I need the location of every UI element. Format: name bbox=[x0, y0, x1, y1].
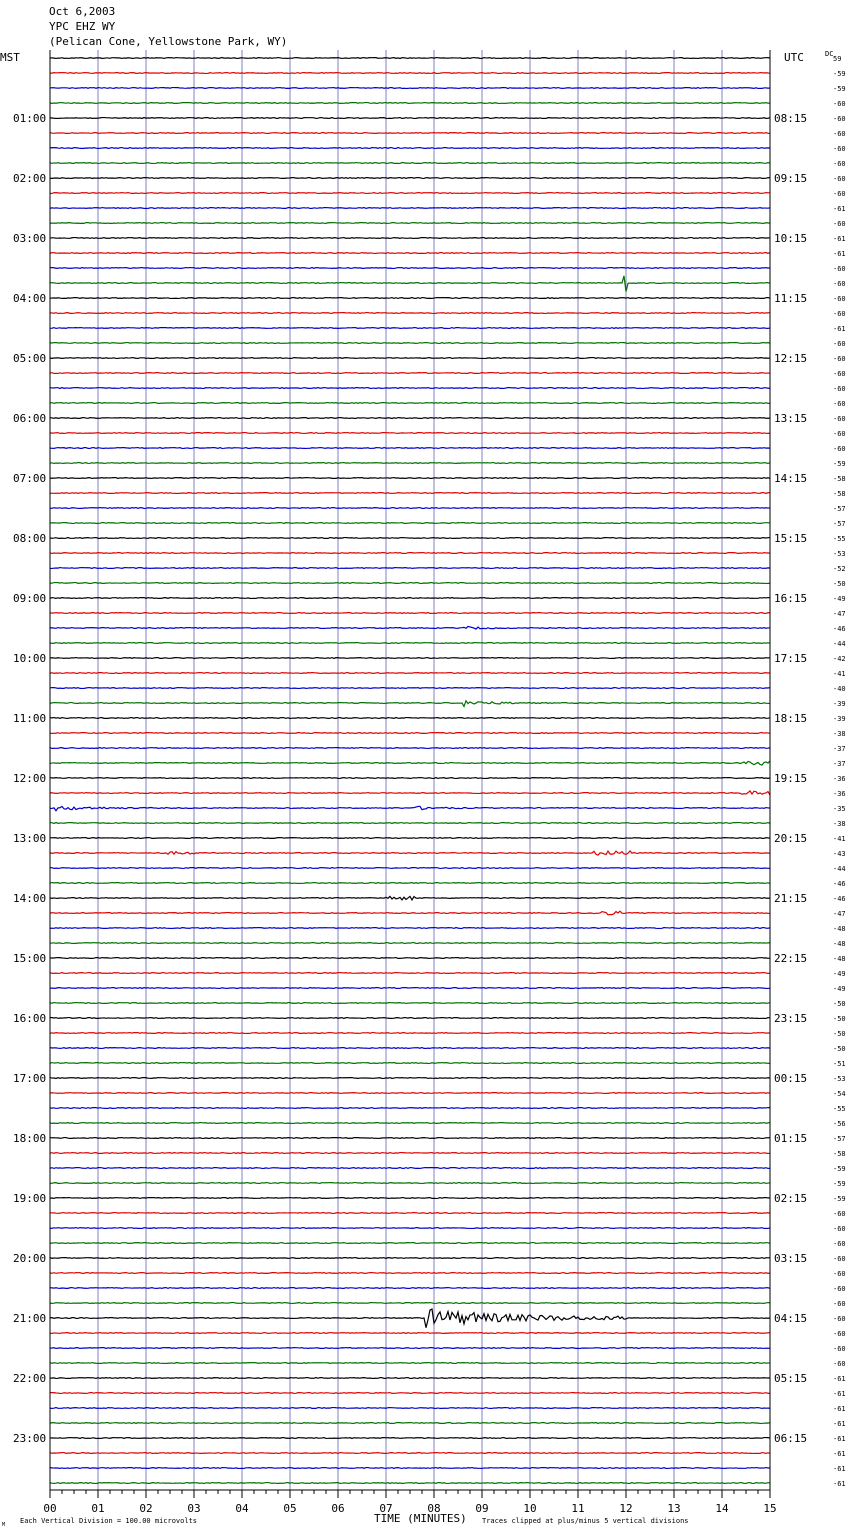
utc-axis-title: UTC bbox=[784, 51, 804, 64]
utc-hour-label: 11:15 bbox=[774, 292, 808, 305]
seismic-trace bbox=[50, 1483, 770, 1484]
seismic-trace bbox=[50, 238, 770, 239]
seismic-trace bbox=[50, 1303, 770, 1304]
dc-offset-label: -60 bbox=[833, 415, 846, 423]
seismic-trace bbox=[50, 178, 770, 179]
utc-hour-label: 03:15 bbox=[774, 1252, 808, 1265]
utc-hour-label: 17:15 bbox=[774, 652, 808, 665]
utc-hour-label: 19:15 bbox=[774, 772, 808, 785]
dc-offset-label: -36 bbox=[833, 775, 846, 783]
dc-offset-label: -61 bbox=[833, 1465, 846, 1473]
seismic-trace bbox=[50, 1348, 770, 1349]
seismic-trace bbox=[50, 1378, 770, 1379]
seismic-trace bbox=[50, 688, 770, 689]
seismic-trace bbox=[50, 761, 770, 765]
dc-offset-label: -59 bbox=[833, 1165, 846, 1173]
dc-offset-label: -50 bbox=[833, 1015, 846, 1023]
seismic-trace bbox=[50, 508, 770, 509]
seismic-trace bbox=[50, 928, 770, 929]
x-tick-label: 12 bbox=[619, 1502, 633, 1515]
dc-offset-label: -55 bbox=[833, 535, 846, 543]
x-tick-label: 04 bbox=[235, 1502, 249, 1515]
seismic-trace bbox=[50, 568, 770, 569]
seismic-trace bbox=[50, 343, 770, 344]
seismic-trace bbox=[50, 583, 770, 584]
trace-group bbox=[50, 58, 770, 1484]
seismic-trace bbox=[50, 538, 770, 539]
dc-offset-label: -60 bbox=[833, 400, 846, 408]
x-tick-label: 00 bbox=[43, 1502, 57, 1515]
x-tick-label: 10 bbox=[523, 1502, 537, 1515]
utc-hour-label: 06:15 bbox=[774, 1432, 808, 1445]
dc-offset-label: -57 bbox=[833, 1135, 846, 1143]
seismic-trace bbox=[50, 1468, 770, 1469]
dc-offset-label: -53 bbox=[833, 1075, 846, 1083]
utc-hour-label: 04:15 bbox=[774, 1312, 808, 1325]
seismic-trace bbox=[50, 1228, 770, 1229]
seismic-trace bbox=[50, 778, 770, 779]
utc-hour-label: 00:15 bbox=[774, 1072, 808, 1085]
seismic-trace bbox=[50, 958, 770, 959]
dc-offset-label: -60 bbox=[833, 355, 846, 363]
utc-hour-label: 13:15 bbox=[774, 412, 808, 425]
dc-offset-label: -57 bbox=[833, 505, 846, 513]
utc-hour-label: 02:15 bbox=[774, 1192, 808, 1205]
dc-offset-label: -59 bbox=[833, 85, 846, 93]
seismic-trace bbox=[50, 1048, 770, 1049]
mst-hour-label: 12:00 bbox=[13, 772, 47, 785]
seismic-trace bbox=[50, 1018, 770, 1019]
mst-hour-label: 22:00 bbox=[13, 1372, 47, 1385]
dc-offset-label: -46 bbox=[833, 880, 846, 888]
mst-axis-title: MST bbox=[0, 51, 20, 64]
mst-hour-label: 23:00 bbox=[13, 1432, 47, 1445]
dc-offset-label: -35 bbox=[833, 805, 846, 813]
x-tick-label: 01 bbox=[91, 1502, 105, 1515]
x-tick-label: 09 bbox=[475, 1502, 489, 1515]
dc-offset-label: -48 bbox=[833, 925, 846, 933]
dc-offset-label: -41 bbox=[833, 835, 846, 843]
dc-offset-label: -60 bbox=[833, 1360, 846, 1368]
seismic-trace bbox=[50, 613, 770, 614]
dc-offset-label: -61 bbox=[833, 250, 846, 258]
mst-hour-label: 04:00 bbox=[13, 292, 47, 305]
dc-offset-label: -60 bbox=[833, 370, 846, 378]
seismic-trace bbox=[50, 523, 770, 524]
dc-offset-label: 59 bbox=[833, 55, 842, 63]
dc-offset-label: -60 bbox=[833, 145, 846, 153]
dc-offset-label: -60 bbox=[833, 1255, 846, 1263]
dc-offset-label: -58 bbox=[833, 1150, 846, 1158]
utc-hour-label: 21:15 bbox=[774, 892, 808, 905]
dc-offset-label: -37 bbox=[833, 760, 846, 768]
seismic-trace bbox=[50, 868, 770, 869]
dc-offset-label: -53 bbox=[833, 550, 846, 558]
dc-offset-label: -46 bbox=[833, 625, 846, 633]
x-tick-label: 06 bbox=[331, 1502, 345, 1515]
mst-hour-label: 03:00 bbox=[13, 232, 47, 245]
dc-offset-label: -49 bbox=[833, 970, 846, 978]
seismic-trace bbox=[50, 58, 770, 59]
seismic-trace bbox=[50, 1168, 770, 1169]
dc-offset-label: -60 bbox=[833, 175, 846, 183]
seismic-trace bbox=[50, 448, 770, 449]
utc-hour-label: 09:15 bbox=[774, 172, 808, 185]
dc-offset-label: -39 bbox=[833, 700, 846, 708]
dc-offset-label: -60 bbox=[833, 130, 846, 138]
seismic-trace bbox=[50, 791, 770, 795]
mst-hour-label: 20:00 bbox=[13, 1252, 47, 1265]
dc-offset-label: -60 bbox=[833, 295, 846, 303]
dc-offset-label: -59 bbox=[833, 70, 846, 78]
seismic-trace bbox=[50, 298, 770, 299]
seismic-trace bbox=[50, 626, 770, 629]
seismic-trace bbox=[50, 1243, 770, 1244]
utc-hour-label: 22:15 bbox=[774, 952, 808, 965]
seismic-trace bbox=[50, 806, 770, 810]
seismic-trace bbox=[50, 1063, 770, 1064]
dc-offset-label: -47 bbox=[833, 910, 846, 918]
dc-offset-label: -51 bbox=[833, 1060, 846, 1068]
dc-offset-label: -39 bbox=[833, 715, 846, 723]
dc-offset-label: -47 bbox=[833, 610, 846, 618]
seismic-trace bbox=[50, 1258, 770, 1259]
mst-hour-label: 16:00 bbox=[13, 1012, 47, 1025]
dc-offset-label: -48 bbox=[833, 955, 846, 963]
dc-offset-label: -60 bbox=[833, 340, 846, 348]
dc-offset-label: -49 bbox=[833, 595, 846, 603]
seismic-trace bbox=[50, 163, 770, 164]
dc-offset-label: -50 bbox=[833, 1030, 846, 1038]
seismic-trace bbox=[50, 1438, 770, 1439]
axis-labels bbox=[0, 50, 846, 1528]
x-tick-label: 11 bbox=[571, 1502, 585, 1515]
x-tick-label: 08 bbox=[427, 1502, 441, 1515]
seismic-trace bbox=[50, 388, 770, 389]
seismic-trace bbox=[50, 943, 770, 944]
dc-offset-label: -60 bbox=[833, 1225, 846, 1233]
seismic-trace bbox=[50, 223, 770, 224]
dc-offset-label: -48 bbox=[833, 940, 846, 948]
dc-offset-label: -60 bbox=[833, 265, 846, 273]
dc-offset-label: -60 bbox=[833, 1345, 846, 1353]
dc-offset-label: -36 bbox=[833, 790, 846, 798]
seismic-trace bbox=[50, 328, 770, 329]
mst-hour-label: 17:00 bbox=[13, 1072, 47, 1085]
seismic-trace bbox=[50, 1183, 770, 1184]
station-location: (Pelican Cone, Yellowstone Park, WY) bbox=[49, 35, 288, 48]
seismic-trace bbox=[50, 851, 770, 855]
dc-offset-label: -61 bbox=[833, 205, 846, 213]
dc-offset-label: -50 bbox=[833, 1000, 846, 1008]
seismic-trace bbox=[50, 1423, 770, 1424]
x-tick-label: 07 bbox=[379, 1502, 393, 1515]
dc-offset-label: -60 bbox=[833, 190, 846, 198]
utc-hour-label: 10:15 bbox=[774, 232, 808, 245]
dc-offset-label: -60 bbox=[833, 1210, 846, 1218]
seismic-trace bbox=[50, 73, 770, 74]
seismic-trace bbox=[50, 1138, 770, 1139]
dc-offset-label: -60 bbox=[833, 115, 846, 123]
seismic-trace bbox=[50, 643, 770, 644]
dc-offset-label: -60 bbox=[833, 1285, 846, 1293]
mst-hour-label: 01:00 bbox=[13, 112, 47, 125]
dc-offset-label: -38 bbox=[833, 820, 846, 828]
seismic-trace bbox=[50, 118, 770, 119]
dc-offset-label: -38 bbox=[833, 730, 846, 738]
mst-hour-label: 07:00 bbox=[13, 472, 47, 485]
mst-hour-label: 05:00 bbox=[13, 352, 47, 365]
dc-offset-label: -54 bbox=[833, 1090, 846, 1098]
seismic-trace bbox=[50, 553, 770, 554]
dc-offset-label: -52 bbox=[833, 565, 846, 573]
seismic-trace bbox=[50, 276, 770, 292]
chart-date: Oct 6,2003 bbox=[49, 5, 116, 18]
dc-offset-label: -61 bbox=[833, 1375, 846, 1383]
dc-offset-label: -61 bbox=[833, 1450, 846, 1458]
dc-offset-label: -59 bbox=[833, 1195, 846, 1203]
utc-hour-label: 20:15 bbox=[774, 832, 808, 845]
vertical-division-note: Each Vertical Division = 100.00 microvolts bbox=[20, 1517, 198, 1525]
dc-offset-label: -60 bbox=[833, 1300, 846, 1308]
seismic-trace bbox=[50, 1363, 770, 1364]
x-tick-label: 14 bbox=[715, 1502, 729, 1515]
seismic-trace bbox=[50, 103, 770, 104]
seismic-trace bbox=[50, 883, 770, 884]
seismic-trace bbox=[50, 1153, 770, 1154]
seismic-trace bbox=[50, 896, 770, 900]
seismic-trace bbox=[50, 973, 770, 974]
seismic-trace bbox=[50, 748, 770, 749]
seismic-trace bbox=[50, 1123, 770, 1124]
mst-hour-label: 09:00 bbox=[13, 592, 47, 605]
dc-offset-label: -60 bbox=[833, 1240, 846, 1248]
seismic-trace bbox=[50, 208, 770, 209]
mst-hour-label: 06:00 bbox=[13, 412, 47, 425]
dc-offset-label: -59 bbox=[833, 460, 846, 468]
seismic-trace bbox=[50, 433, 770, 434]
mst-hour-label: 19:00 bbox=[13, 1192, 47, 1205]
dc-offset-label: -60 bbox=[833, 1315, 846, 1323]
utc-hour-label: 05:15 bbox=[774, 1372, 808, 1385]
seismic-trace bbox=[50, 403, 770, 404]
dc-offset-label: -61 bbox=[833, 325, 846, 333]
mst-hour-label: 15:00 bbox=[13, 952, 47, 965]
mst-hour-label: 08:00 bbox=[13, 532, 47, 545]
utc-hour-label: 01:15 bbox=[774, 1132, 808, 1145]
dc-offset-label: -61 bbox=[833, 1480, 846, 1488]
dc-offset-label: -55 bbox=[833, 1105, 846, 1113]
seismic-trace bbox=[50, 268, 770, 269]
seismic-trace bbox=[50, 1393, 770, 1394]
dc-offset-label: -60 bbox=[833, 310, 846, 318]
seismic-trace bbox=[50, 1198, 770, 1199]
dc-offset-label: -60 bbox=[833, 430, 846, 438]
seismic-trace bbox=[50, 1108, 770, 1109]
dc-offset-label: -41 bbox=[833, 670, 846, 678]
seismic-trace bbox=[50, 373, 770, 374]
dc-offset-label: -59 bbox=[833, 1180, 846, 1188]
dc-offset-label: -58 bbox=[833, 475, 846, 483]
dc-offset-label: -60 bbox=[833, 220, 846, 228]
seismic-trace bbox=[50, 658, 770, 659]
seismic-trace bbox=[50, 133, 770, 134]
dc-offset-label: -61 bbox=[833, 1420, 846, 1428]
dc-offset-label: -60 bbox=[833, 100, 846, 108]
dc-offset-label: -44 bbox=[833, 640, 846, 648]
dc-offset-label: -49 bbox=[833, 985, 846, 993]
mst-hour-label: 10:00 bbox=[13, 652, 47, 665]
mst-hour-label: 14:00 bbox=[13, 892, 47, 905]
seismic-trace bbox=[50, 1003, 770, 1004]
seismic-trace bbox=[50, 193, 770, 194]
seismic-trace bbox=[50, 1408, 770, 1409]
utc-hour-label: 12:15 bbox=[774, 352, 808, 365]
utc-hour-label: 15:15 bbox=[774, 532, 808, 545]
x-tick-label: 13 bbox=[667, 1502, 681, 1515]
dc-offset-label: -61 bbox=[833, 235, 846, 243]
seismic-trace bbox=[50, 463, 770, 464]
dc-offset-label: -61 bbox=[833, 1390, 846, 1398]
utc-hour-label: 14:15 bbox=[774, 472, 808, 485]
seismic-trace bbox=[50, 838, 770, 839]
dc-offset-label: -60 bbox=[833, 280, 846, 288]
dc-label: DC bbox=[825, 50, 834, 58]
dc-offset-label: -57 bbox=[833, 520, 846, 528]
dc-offset-label: -50 bbox=[833, 580, 846, 588]
seismic-trace bbox=[50, 493, 770, 494]
utc-hour-label: 16:15 bbox=[774, 592, 808, 605]
x-tick-label: 02 bbox=[139, 1502, 153, 1515]
seismic-trace bbox=[50, 1453, 770, 1454]
station-code: YPC EHZ WY bbox=[49, 20, 116, 33]
dc-offset-label: -60 bbox=[833, 445, 846, 453]
seismic-trace bbox=[50, 1033, 770, 1034]
seismic-trace bbox=[50, 358, 770, 359]
seismic-trace bbox=[50, 88, 770, 89]
seismic-trace bbox=[50, 701, 770, 707]
seismic-trace bbox=[50, 733, 770, 734]
clip-note: Traces clipped at plus/minus 5 vertical divisions bbox=[482, 1517, 689, 1525]
seismic-trace bbox=[50, 1093, 770, 1094]
dc-offset-label: -60 bbox=[833, 160, 846, 168]
dc-offset-label: -58 bbox=[833, 490, 846, 498]
seismic-trace bbox=[50, 1309, 770, 1328]
seismic-trace bbox=[50, 1288, 770, 1289]
dc-offset-label: -44 bbox=[833, 865, 846, 873]
seismic-trace bbox=[50, 313, 770, 314]
seismic-trace bbox=[50, 673, 770, 674]
dc-offset-label: -46 bbox=[833, 895, 846, 903]
dc-offset-label: -56 bbox=[833, 1120, 846, 1128]
x-axis-title: TIME (MINUTES) bbox=[374, 1512, 467, 1525]
seismic-trace bbox=[50, 988, 770, 989]
x-tick-label: 03 bbox=[187, 1502, 201, 1515]
mst-hour-label: 21:00 bbox=[13, 1312, 47, 1325]
utc-hour-label: 08:15 bbox=[774, 112, 808, 125]
dc-offset-label: -37 bbox=[833, 745, 846, 753]
seismic-trace bbox=[50, 148, 770, 149]
seismic-trace bbox=[50, 823, 770, 824]
mst-hour-label: 18:00 bbox=[13, 1132, 47, 1145]
dc-offset-label: -61 bbox=[833, 1405, 846, 1413]
seismic-trace bbox=[50, 418, 770, 419]
dc-offset-label: -40 bbox=[833, 685, 846, 693]
seismic-trace bbox=[50, 253, 770, 254]
dc-offset-label: -50 bbox=[833, 1045, 846, 1053]
seismic-trace bbox=[50, 1078, 770, 1079]
seismic-trace bbox=[50, 911, 770, 915]
utc-hour-label: 23:15 bbox=[774, 1012, 808, 1025]
seismic-trace bbox=[50, 718, 770, 719]
mst-hour-label: 11:00 bbox=[13, 712, 47, 725]
mst-hour-label: 13:00 bbox=[13, 832, 47, 845]
utc-hour-label: 18:15 bbox=[774, 712, 808, 725]
dc-offset-label: -60 bbox=[833, 1330, 846, 1338]
dc-offset-label: -42 bbox=[833, 655, 846, 663]
chart-grid bbox=[98, 50, 722, 1490]
seismic-trace bbox=[50, 1273, 770, 1274]
dc-offset-label: -60 bbox=[833, 1270, 846, 1278]
x-tick-label: 05 bbox=[283, 1502, 297, 1515]
dc-offset-label: -60 bbox=[833, 385, 846, 393]
seismic-trace bbox=[50, 1333, 770, 1334]
x-tick-label: 15 bbox=[763, 1502, 777, 1515]
dc-offset-label: -43 bbox=[833, 850, 846, 858]
mst-hour-label: 02:00 bbox=[13, 172, 47, 185]
dc-offset-label: -61 bbox=[833, 1435, 846, 1443]
seismic-trace bbox=[50, 1213, 770, 1214]
seismic-trace bbox=[50, 478, 770, 479]
seismic-trace bbox=[50, 598, 770, 599]
corner-mark: M bbox=[2, 1522, 6, 1528]
